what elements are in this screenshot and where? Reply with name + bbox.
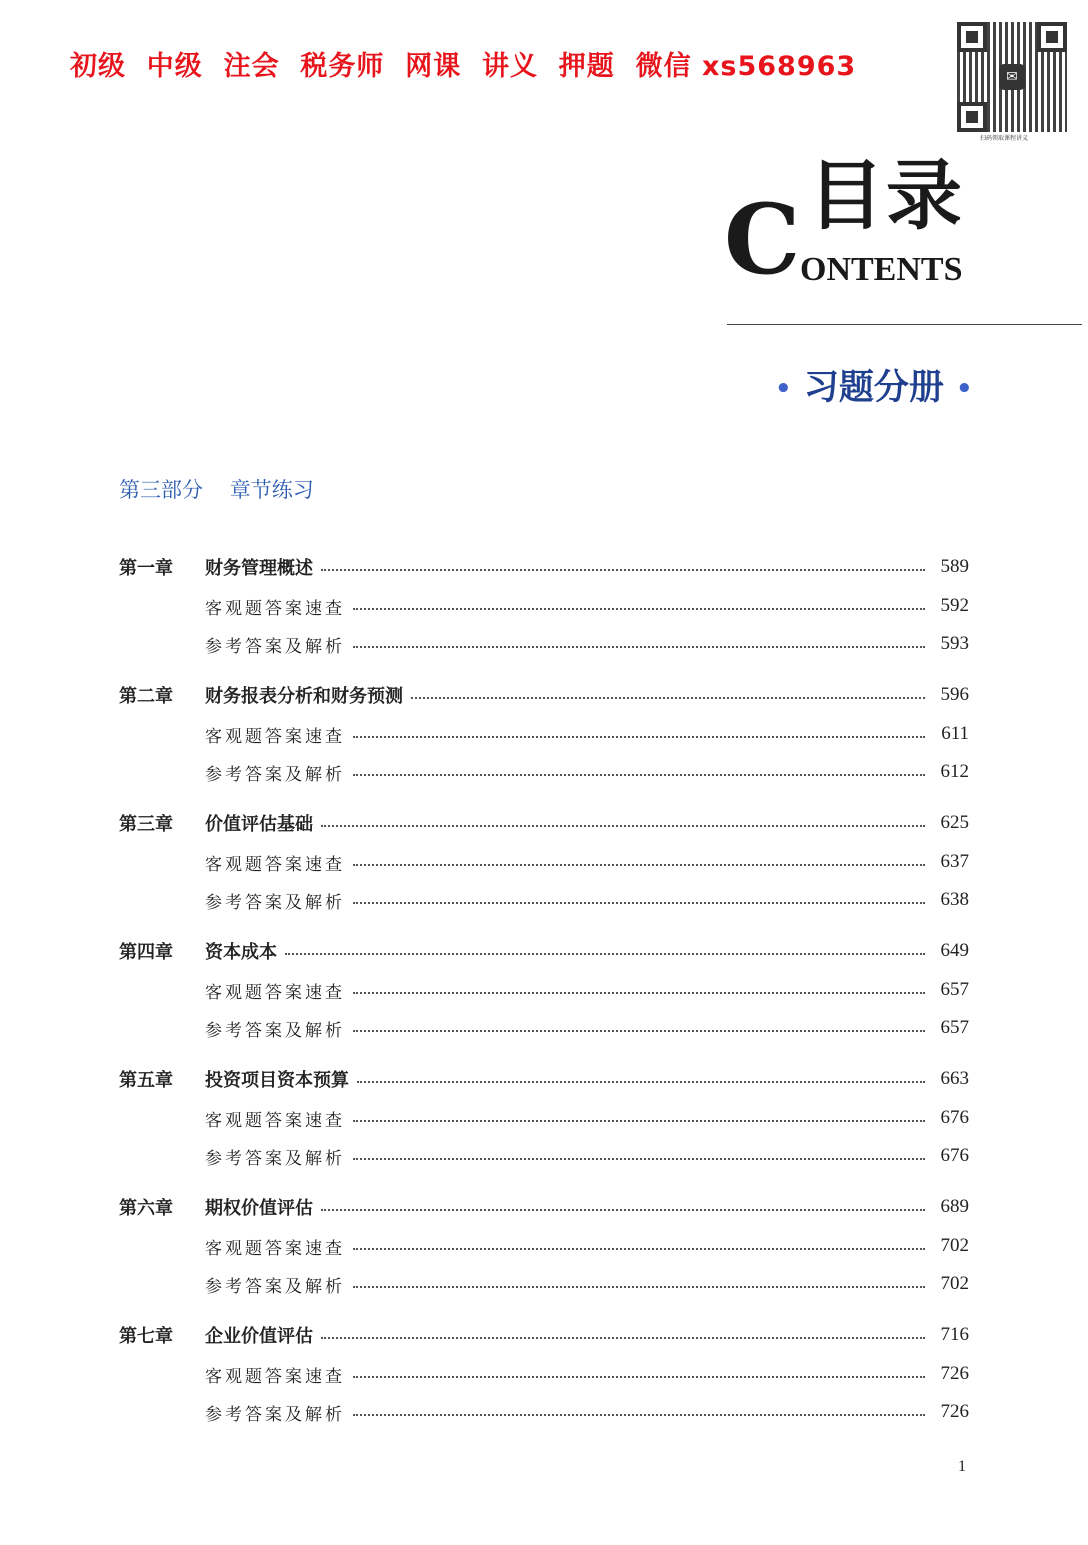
entry-title: 财务报表分析和财务预测 bbox=[205, 686, 403, 707]
wechat-icon: ✉ bbox=[999, 64, 1025, 90]
dot-leader bbox=[353, 1248, 925, 1250]
entry-page: 663 bbox=[940, 1068, 969, 1089]
toc-subentry[interactable] bbox=[119, 1399, 969, 1425]
dot-leader bbox=[353, 1286, 925, 1288]
entry-title: 客观题答案速查 bbox=[205, 1110, 345, 1131]
qr-caption: 扫码领取课程讲义 bbox=[980, 135, 1029, 142]
contents-english: ONTENTS bbox=[800, 251, 963, 288]
entry-page: 638 bbox=[940, 889, 969, 910]
toc-chapter-entry[interactable] bbox=[119, 1194, 969, 1220]
entry-page: 702 bbox=[940, 1273, 969, 1294]
toc-chapter-entry[interactable] bbox=[119, 1322, 969, 1348]
entry-title: 参考答案及解析 bbox=[205, 1148, 345, 1169]
chapter-number: 第七章 bbox=[119, 1326, 173, 1347]
entry-page: 676 bbox=[940, 1107, 969, 1128]
toc-subentry[interactable] bbox=[119, 759, 969, 785]
dot-leader bbox=[321, 825, 925, 827]
dot-leader bbox=[411, 697, 925, 699]
chapter-number: 第三章 bbox=[119, 814, 173, 835]
toc-subentry[interactable] bbox=[119, 721, 969, 747]
entry-title: 期权价值评估 bbox=[205, 1198, 313, 1219]
entry-title: 参考答案及解析 bbox=[205, 636, 345, 657]
dot-leader bbox=[353, 1030, 925, 1032]
dot-leader bbox=[353, 992, 925, 994]
dot-leader bbox=[353, 608, 925, 610]
toc-subentry[interactable] bbox=[119, 1015, 969, 1041]
toc-subentry[interactable] bbox=[119, 977, 969, 1003]
dot-leader bbox=[321, 1337, 925, 1339]
dot-leader bbox=[321, 1209, 925, 1211]
chapter-number: 第二章 bbox=[119, 686, 173, 707]
part-heading: 第三部分 章节练习 bbox=[119, 478, 314, 502]
toc-chapter-entry[interactable] bbox=[119, 810, 969, 836]
entry-page: 726 bbox=[940, 1363, 969, 1384]
entry-title: 投资项目资本预算 bbox=[205, 1070, 349, 1091]
toc-subentry[interactable] bbox=[119, 593, 969, 619]
entry-title: 财务管理概述 bbox=[205, 558, 313, 579]
dot-leader bbox=[353, 1120, 925, 1122]
dot-leader bbox=[353, 1414, 925, 1416]
entry-page: 592 bbox=[940, 595, 969, 616]
entry-page: 611 bbox=[941, 723, 969, 744]
dot-leader bbox=[353, 1158, 925, 1160]
chapter-number: 第四章 bbox=[119, 942, 173, 963]
toc-subentry[interactable] bbox=[119, 631, 969, 657]
entry-page: 716 bbox=[940, 1324, 969, 1345]
chapter-number: 第六章 bbox=[119, 1198, 173, 1219]
entry-page: 589 bbox=[940, 556, 969, 577]
entry-page: 702 bbox=[940, 1235, 969, 1256]
entry-page: 593 bbox=[940, 633, 969, 654]
entry-title: 客观题答案速查 bbox=[205, 598, 345, 619]
dot-leader bbox=[353, 736, 925, 738]
page-number: 1 bbox=[958, 1458, 966, 1475]
watermark-banner: 初级 中级 注会 税务师 网课 讲义 押题 微信 xs568963 bbox=[70, 51, 857, 82]
entry-page: 649 bbox=[940, 940, 969, 961]
entry-title: 企业价值评估 bbox=[205, 1326, 313, 1347]
entry-page: 689 bbox=[940, 1196, 969, 1217]
toc-chapter-entry[interactable] bbox=[119, 554, 969, 580]
dot-leader bbox=[353, 864, 925, 866]
entry-title: 参考答案及解析 bbox=[205, 764, 345, 785]
entry-title: 客观题答案速查 bbox=[205, 1238, 345, 1259]
entry-page: 676 bbox=[940, 1145, 969, 1166]
toc-subentry[interactable] bbox=[119, 849, 969, 875]
entry-title: 参考答案及解析 bbox=[205, 1020, 345, 1041]
toc-chapter-entry[interactable] bbox=[119, 682, 969, 708]
toc-subentry[interactable] bbox=[119, 1143, 969, 1169]
dot-leader bbox=[353, 646, 925, 648]
dot-leader bbox=[353, 902, 925, 904]
toc-subentry[interactable] bbox=[119, 1271, 969, 1297]
entry-title: 参考答案及解析 bbox=[205, 1404, 345, 1425]
toc-chapter-entry[interactable] bbox=[119, 1066, 969, 1092]
toc-subentry[interactable] bbox=[119, 887, 969, 913]
entry-title: 客观题答案速查 bbox=[205, 982, 345, 1003]
dot-leader bbox=[285, 953, 925, 955]
toc-subentry[interactable] bbox=[119, 1233, 969, 1259]
entry-page: 612 bbox=[940, 761, 969, 782]
entry-page: 637 bbox=[940, 851, 969, 872]
divider bbox=[727, 324, 1082, 325]
toc-subentry[interactable] bbox=[119, 1361, 969, 1387]
entry-title: 客观题答案速查 bbox=[205, 854, 345, 875]
entry-title: 资本成本 bbox=[205, 942, 277, 963]
entry-page: 657 bbox=[940, 1017, 969, 1038]
toc-subentry[interactable] bbox=[119, 1105, 969, 1131]
page-title: 目录 bbox=[808, 151, 964, 240]
entry-page: 726 bbox=[940, 1401, 969, 1422]
chapter-number: 第一章 bbox=[119, 558, 173, 579]
dot-leader bbox=[357, 1081, 925, 1083]
entry-page: 625 bbox=[940, 812, 969, 833]
entry-title: 客观题答案速查 bbox=[205, 726, 345, 747]
qr-code bbox=[957, 22, 1067, 132]
entry-title: 参考答案及解析 bbox=[205, 892, 345, 913]
dot-leader bbox=[321, 569, 925, 571]
entry-page: 657 bbox=[940, 979, 969, 1000]
entry-title: 参考答案及解析 bbox=[205, 1276, 345, 1297]
entry-page: 596 bbox=[940, 684, 969, 705]
contents-initial: C bbox=[724, 183, 801, 296]
volume-title-text: 习题分册 bbox=[803, 368, 944, 408]
dot-leader bbox=[353, 774, 925, 776]
volume-title: • 习题分册 • bbox=[775, 368, 973, 408]
entry-title: 价值评估基础 bbox=[205, 814, 313, 835]
entry-title: 客观题答案速查 bbox=[205, 1366, 345, 1387]
toc-chapter-entry[interactable] bbox=[119, 938, 969, 964]
chapter-number: 第五章 bbox=[119, 1070, 173, 1091]
dot-leader bbox=[353, 1376, 925, 1378]
